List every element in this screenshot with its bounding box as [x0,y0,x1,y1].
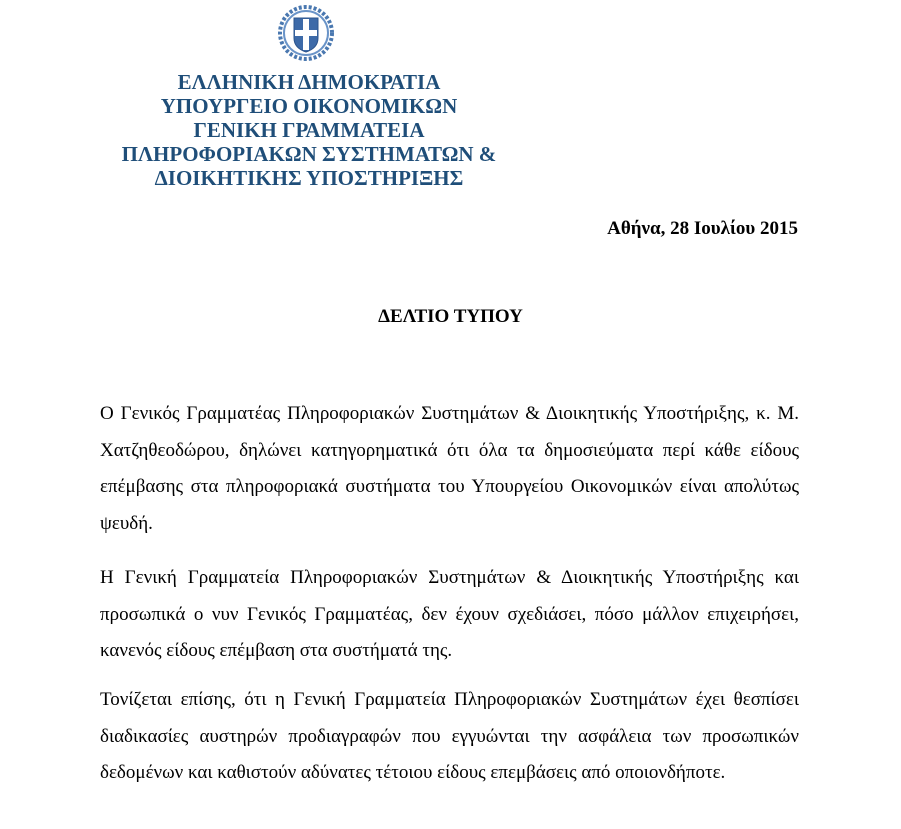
greek-coat-of-arms-icon [277,4,335,62]
header-line-republic: ΕΛΛΗΝΙΚΗ ΔΗΜΟΚΡΑΤΙΑ [177,70,441,94]
header-line-administrative-support: ΔΙΟΙΚΗΤΙΚΗΣ ΥΠΟΣΤΗΡΙΞΗΣ [154,166,464,190]
header-line-information-systems: ΠΛΗΡΟΦΟΡΙΑΚΩΝ ΣΥΣΤΗΜΑΤΩΝ & [121,142,497,166]
document-date: Αθήνα, 28 Ιουλίου 2015 [607,218,798,239]
ministry-header [100,70,518,190]
header-line-secretariat: ΓΕΝΙΚΗ ΓΡΑΜΜΑΤΕΙΑ [193,118,425,142]
header-line-ministry: ΥΠΟΥΡΓΕΙΟ ΟΙΚΟΝΟΜΙΚΩΝ [160,94,458,118]
paragraph-2: Η Γενική Γραμματεία Πληροφοριακών Συστημάτων & Διοικητικής Υποστήριξης και προσωπικά ο νυν Γενικός Γραμματέας, δεν έχουν σχεδιάσει, πόσο μάλλον επιχειρήσει, κανενός είδους επέμβαση στα συστήματά της. [100,567,799,661]
paragraph-3: Τονίζεται επίσης, ότι η Γενική Γραμματεία Πληροφοριακών Συστημάτων έχει θεσπίσει διαδικασίες αυστηρών προδιαγραφών που εγγυώνται την ασφάλεια των προσωπικών δεδομένων και καθιστούν αδύνατες τέτοιου είδους επεμβάσεις από οποιονδήποτε. [100,689,799,783]
document-title: ΔΕΛΤΙΟ ΤΥΠΟΥ [378,306,523,327]
paragraph-1: Ο Γενικός Γραμματέας Πληροφοριακών Συστημάτων & Διοικητικής Υποστήριξης, κ. Μ. Χατζηθεοδώρου, δηλώνει κατηγορηματικά ότι όλα τα δημοσιεύματα περί κάθε είδους επέμβασης στα πληροφοριακά συστήματα του Υπουργείου Οικονομικών είναι απολύτως ψευδή. [100,403,799,534]
